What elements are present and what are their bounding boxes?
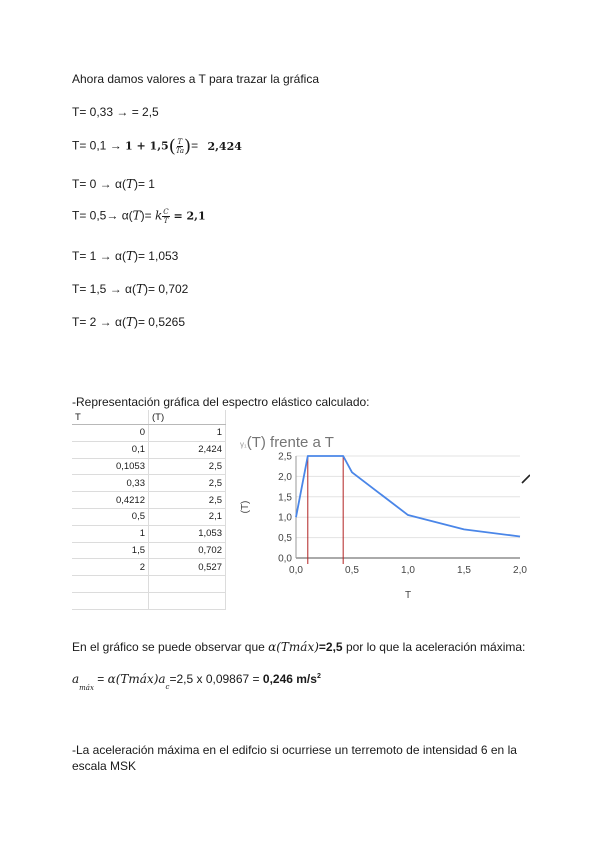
table-cell: 0,702 bbox=[149, 542, 226, 559]
formula-alpha-tmax: α(Tmáx) bbox=[107, 672, 159, 686]
table-row bbox=[72, 475, 226, 492]
observation-suffix: por lo que la aceleración máxima: bbox=[342, 640, 526, 654]
line-t05-prefix: T= 0,5→ α( bbox=[72, 208, 133, 223]
final-line-1: -La aceleración máxima en el edifcio si ocurriese un terremoto de intensidad 6 en la bbox=[72, 743, 517, 757]
t-over-ta-fraction: $\frac{T}{Ta}$ bbox=[175, 138, 185, 155]
section-heading: -Representación gráfica del espectro elástico calculado: bbox=[72, 395, 370, 409]
table-cell: 0,5 bbox=[72, 508, 149, 525]
table-row bbox=[72, 525, 226, 542]
line-t0-var: T bbox=[125, 177, 134, 191]
observation-line bbox=[72, 640, 525, 654]
y-tick-label: 0,0 bbox=[278, 553, 292, 565]
table-cell: 1,5 bbox=[72, 542, 149, 559]
x-tick-label: 0,0 bbox=[289, 565, 303, 576]
y-tick-label: 1,0 bbox=[278, 512, 292, 524]
x-tick-label: 1,0 bbox=[401, 565, 415, 576]
line-t2-prefix: T= 2 → α( bbox=[72, 315, 126, 329]
line-t0-suffix: )= 1 bbox=[133, 177, 155, 191]
a-max-symbol: a bbox=[72, 672, 80, 686]
line-t033: T= 0,33 → = 2,5 bbox=[72, 105, 159, 119]
x-tick-label: 2,0 bbox=[513, 565, 527, 576]
table-cell-empty bbox=[72, 592, 149, 609]
header-t: T bbox=[72, 410, 149, 425]
line-t05-mid: )= bbox=[140, 208, 155, 223]
pencil-icon bbox=[522, 475, 530, 483]
table-cell: 0 bbox=[72, 425, 149, 442]
chart[interactable] bbox=[228, 424, 530, 612]
chart-title-prefix: γ₁ bbox=[240, 440, 247, 449]
line-t2 bbox=[72, 315, 185, 329]
y-tick-label: 0,5 bbox=[278, 533, 292, 545]
table-cell: 2,5 bbox=[149, 458, 226, 475]
table-cell-empty bbox=[72, 576, 149, 593]
line-t05-var: T bbox=[132, 208, 141, 223]
x-axis-label: T bbox=[404, 590, 412, 599]
x-tick-label: 1,5 bbox=[457, 565, 471, 576]
table-row bbox=[72, 425, 226, 442]
acceleration-formula bbox=[72, 672, 321, 693]
line-t05-k: k bbox=[154, 208, 163, 223]
chart-title bbox=[240, 434, 334, 451]
table-cell: 2 bbox=[72, 559, 149, 576]
formula-result-sup: 2 bbox=[316, 673, 321, 680]
header-alpha-t: (T) bbox=[149, 410, 226, 425]
x-tick-label: 0,5 bbox=[345, 565, 359, 576]
observation-value: =2,5 bbox=[318, 640, 343, 654]
line-t01 bbox=[72, 136, 242, 157]
ac-subscript: c bbox=[165, 683, 170, 692]
line-t15-suffix: )= 0,702 bbox=[143, 282, 189, 296]
table-row-empty bbox=[72, 576, 226, 593]
line-t15-prefix: T= 1,5 → α( bbox=[72, 282, 136, 296]
table-cell-empty bbox=[149, 592, 226, 609]
line-t1-var: T bbox=[125, 249, 134, 263]
final-paragraph bbox=[72, 742, 517, 774]
table-cell: 0,1 bbox=[72, 441, 149, 458]
table-cell: 1 bbox=[149, 425, 226, 442]
line-t15-var: T bbox=[135, 282, 144, 296]
spreadsheet-embed bbox=[72, 410, 530, 603]
y-axis-label: (T) bbox=[240, 500, 251, 514]
series-line bbox=[296, 456, 520, 536]
line-t0-prefix: T= 0 → α( bbox=[72, 177, 126, 191]
table-cell: 2,5 bbox=[149, 475, 226, 492]
line-t2-suffix: )= 0,5265 bbox=[133, 315, 186, 329]
formula-result: 0,246 m/s bbox=[262, 672, 317, 686]
table-cell: 2,1 bbox=[149, 508, 226, 525]
line-t1-prefix: T= 1 → α( bbox=[72, 249, 126, 263]
line-t01-result: 2,424 bbox=[207, 139, 242, 153]
y-tick-label: 2,5 bbox=[278, 451, 292, 463]
table-cell: 2,424 bbox=[149, 441, 226, 458]
formula-calc: =2,5 x 0,09867 = bbox=[169, 672, 263, 686]
table-row bbox=[72, 559, 226, 576]
table-row bbox=[72, 492, 226, 509]
line-t1-suffix: )= 1,053 bbox=[133, 249, 179, 263]
table-cell: 0,4212 bbox=[72, 492, 149, 509]
table-row bbox=[72, 542, 226, 559]
table-cell: 0,33 bbox=[72, 475, 149, 492]
line-t01-eq: = bbox=[191, 138, 199, 153]
table-cell-empty bbox=[149, 576, 226, 593]
line-t01-prefix: T= 0,1 → bbox=[72, 138, 122, 153]
line-t15 bbox=[72, 282, 188, 296]
data-table bbox=[72, 410, 226, 610]
table-cell: 2,5 bbox=[149, 492, 226, 509]
close-paren: ) bbox=[184, 136, 192, 157]
c-over-t-fraction: $\frac{C}{T}$ bbox=[163, 208, 169, 225]
line-t05 bbox=[72, 208, 206, 225]
line-t2-var: T bbox=[125, 315, 134, 329]
table-row bbox=[72, 441, 226, 458]
table-cell: 1,053 bbox=[149, 525, 226, 542]
table-row bbox=[72, 458, 226, 475]
table-cell: 0,1053 bbox=[72, 458, 149, 475]
line-t1 bbox=[72, 249, 178, 263]
chart-title-text: (T) frente a T bbox=[246, 434, 334, 451]
observation-expr: α(Tmáx) bbox=[268, 640, 319, 654]
y-tick-label: 1,5 bbox=[278, 492, 292, 504]
observation-prefix: En el gráfico se puede observar que bbox=[72, 640, 269, 654]
open-paren: ( bbox=[168, 136, 176, 157]
line-t05-result: = 2,1 bbox=[169, 209, 206, 223]
table-cell: 0,527 bbox=[149, 559, 226, 576]
table-cell: 1 bbox=[72, 525, 149, 542]
line-t0 bbox=[72, 177, 155, 191]
formula-eq: = bbox=[93, 672, 108, 686]
line-t01-expr: 1 + 1,5 bbox=[125, 139, 169, 153]
y-tick-label: 2,0 bbox=[278, 471, 292, 483]
table-header-row bbox=[72, 410, 226, 425]
a-max-subscript: máx bbox=[79, 684, 94, 693]
ac-symbol: a bbox=[158, 672, 166, 686]
table-row-empty bbox=[72, 592, 226, 609]
intro-text: Ahora damos valores a T para trazar la gráfica bbox=[72, 72, 320, 86]
final-line-2: escala MSK bbox=[72, 759, 137, 773]
table-row bbox=[72, 508, 226, 525]
